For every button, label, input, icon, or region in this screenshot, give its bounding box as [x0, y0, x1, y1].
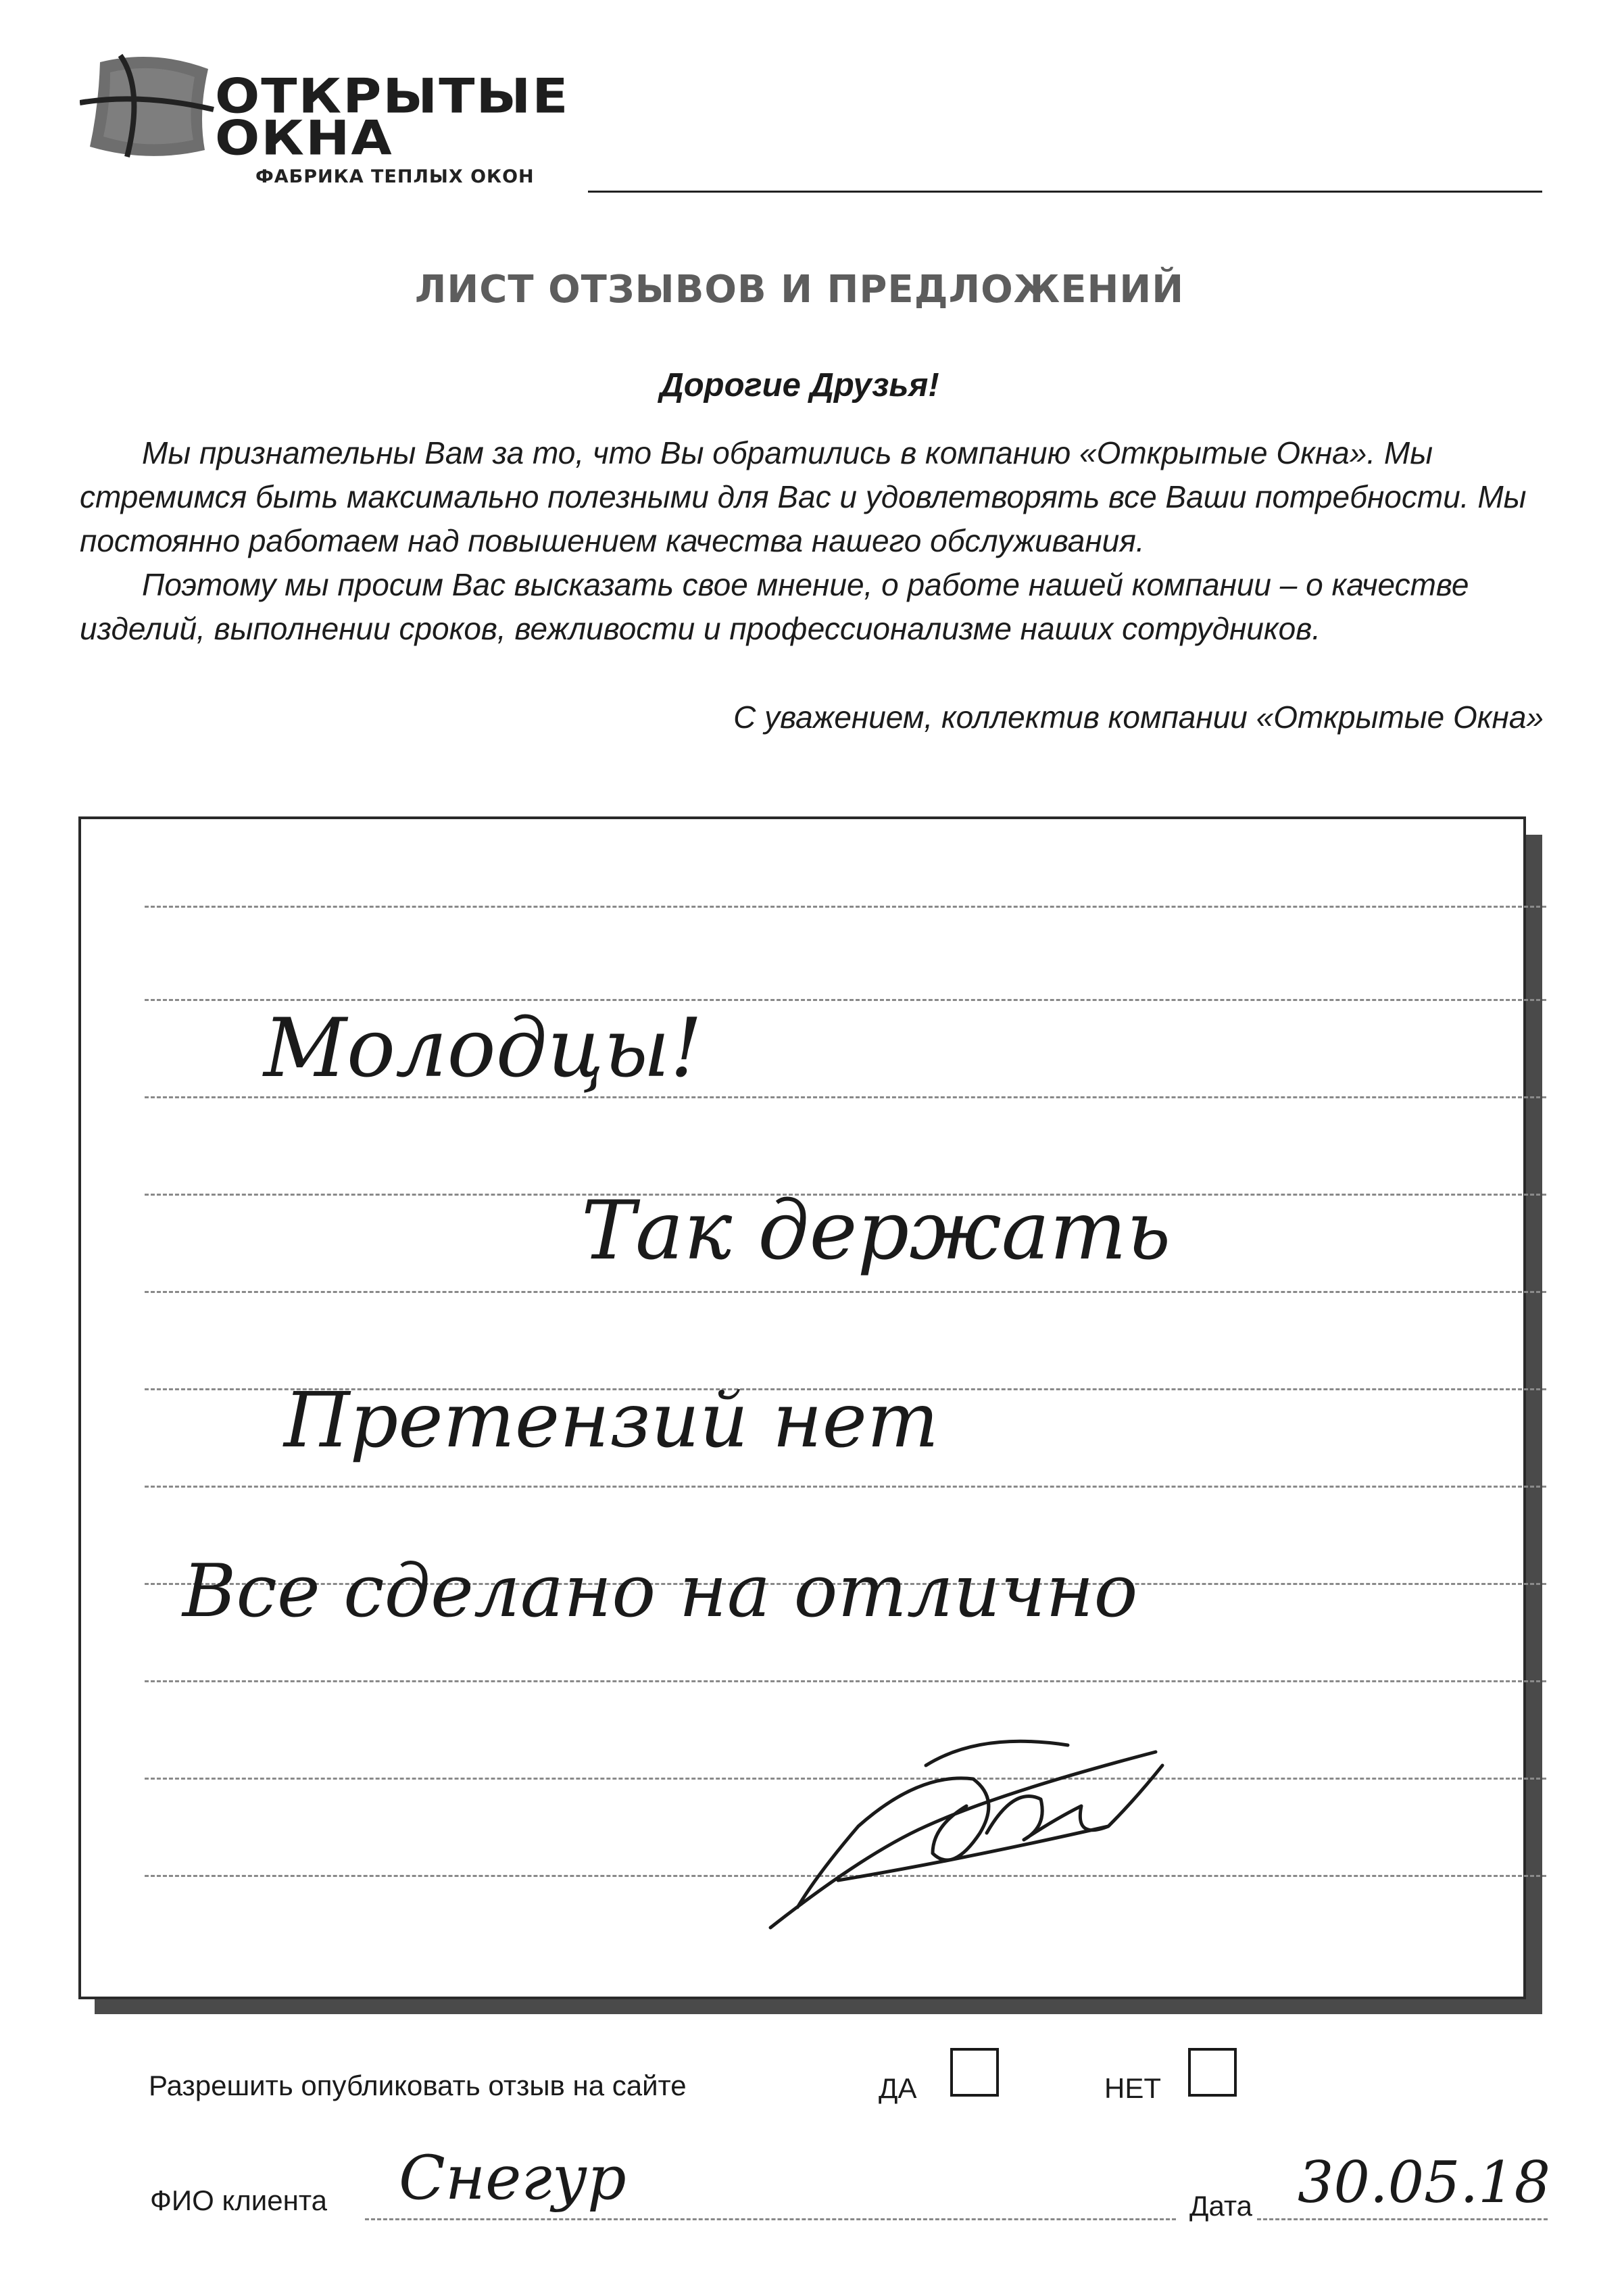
- brand-name-line2: ОКНА: [215, 111, 393, 166]
- feedback-box[interactable]: [78, 816, 1526, 1999]
- handwritten-feedback-line: Претензий нет: [284, 1377, 939, 1465]
- date-field[interactable]: 30.05.18: [1298, 2149, 1551, 2216]
- greeting: Дорогие Друзья!: [660, 367, 939, 404]
- writing-line: [145, 1291, 1546, 1293]
- client-name-label: ФИО клиента: [150, 2184, 327, 2216]
- writing-line: [145, 1680, 1546, 1682]
- header-divider: [588, 191, 1542, 193]
- client-name-field[interactable]: Снегур: [399, 2143, 626, 2214]
- no-label: НЕТ: [1104, 2072, 1161, 2104]
- date-label: Дата: [1189, 2190, 1253, 2222]
- window-swirl-logo-icon: [80, 49, 215, 160]
- intro-paragraph-2: Поэтому мы просим Вас высказать свое мнение, о работе нашей компании – о качестве изделий, выполнении сроков, вежливости и профессионализме наших сотрудников.: [80, 567, 1469, 646]
- brand-name-line1: ОТКРЫТЫЕ: [215, 69, 570, 124]
- publish-yes-checkbox[interactable]: [950, 2048, 999, 2097]
- writing-line: [145, 1096, 1546, 1098]
- date-line: [1257, 2218, 1548, 2220]
- brand-tagline: ФАБРИКА ТЕПЛЫХ ОКОН: [255, 166, 535, 187]
- writing-line: [145, 1486, 1546, 1488]
- handwritten-feedback-line: Все сделано на отлично: [182, 1549, 1138, 1634]
- client-signature: [757, 1725, 1176, 1941]
- handwritten-feedback-line: Молодцы!: [264, 1002, 703, 1096]
- publish-no-checkbox[interactable]: [1188, 2048, 1237, 2097]
- sheet-title: ЛИСТ ОТЗЫВОВ И ПРЕДЛОЖЕНИЙ: [414, 268, 1185, 312]
- client-name-line: [365, 2218, 1176, 2220]
- writing-line: [145, 999, 1546, 1001]
- publish-permission-label: Разрешить опубликовать отзыв на сайте: [149, 2070, 687, 2101]
- yes-label: ДА: [879, 2072, 917, 2104]
- signoff: С уважением, коллектив компании «Открытые Окна»: [733, 700, 1544, 735]
- handwritten-feedback-line: Так держать: [581, 1184, 1171, 1278]
- intro-paragraph-1: Мы признательны Вам за то, что Вы обратились в компанию «Открытые Окна». Мы стремимся быть максимально полезными для Вас и удовлетворять все Ваши потребности. Мы постоянно работаем над повышением качества нашего обслуживания.: [80, 435, 1527, 558]
- writing-line: [145, 906, 1546, 908]
